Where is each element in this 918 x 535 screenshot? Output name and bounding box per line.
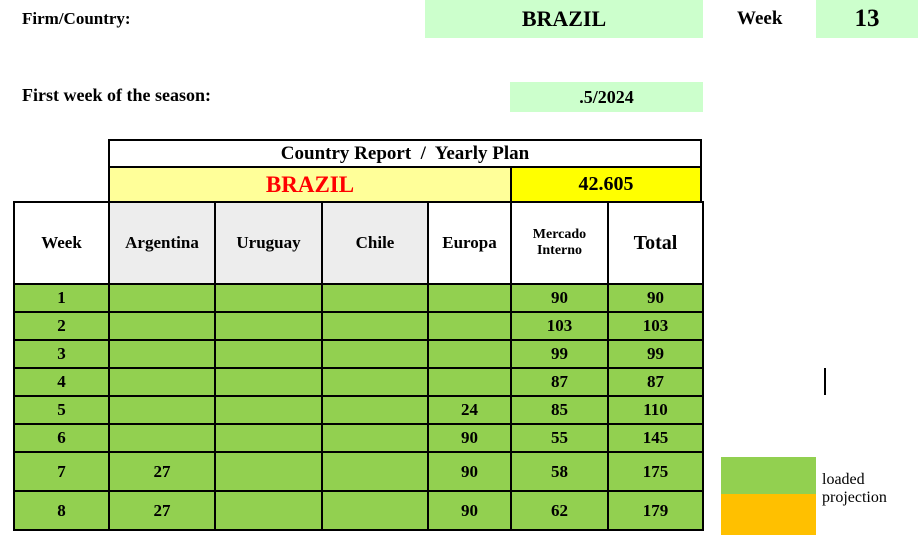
- cell-uruguay[interactable]: [215, 452, 322, 491]
- cell-argentina[interactable]: 27: [109, 491, 215, 530]
- cell-week[interactable]: 7: [14, 452, 109, 491]
- column-header-total[interactable]: Total: [608, 202, 703, 284]
- header-row: [14, 202, 703, 284]
- cell-chile[interactable]: [322, 452, 428, 491]
- cell-uruguay[interactable]: [215, 312, 322, 340]
- column-header-chile[interactable]: Chile: [322, 202, 428, 284]
- cell-week[interactable]: 5: [14, 396, 109, 424]
- column-header-mercado-interno[interactable]: Mercado Interno: [511, 202, 608, 284]
- cell-uruguay[interactable]: [215, 284, 322, 312]
- cell-total[interactable]: 179: [608, 491, 703, 530]
- legend-loaded-swatch: [721, 457, 816, 494]
- cell-argentina[interactable]: [109, 284, 215, 312]
- text-cursor: [824, 368, 826, 395]
- cell-mercado-interno[interactable]: 85: [511, 396, 608, 424]
- report-country-cell[interactable]: BRAZIL: [108, 166, 512, 203]
- cell-uruguay[interactable]: [215, 491, 322, 530]
- yearly-plan-table: [13, 201, 704, 531]
- cell-europa[interactable]: 90: [428, 452, 511, 491]
- table-row: [14, 491, 703, 530]
- table-row: [14, 368, 703, 396]
- cell-europa[interactable]: [428, 340, 511, 368]
- cell-mercado-interno[interactable]: 90: [511, 284, 608, 312]
- column-header-week[interactable]: Week: [14, 202, 109, 284]
- cell-uruguay[interactable]: [215, 368, 322, 396]
- firm-country-label: Firm/Country:: [22, 9, 131, 28]
- cell-europa[interactable]: [428, 312, 511, 340]
- legend-projection-swatch: [721, 494, 816, 535]
- table-row: [14, 284, 703, 312]
- table-row: [14, 312, 703, 340]
- cell-argentina[interactable]: [109, 340, 215, 368]
- cell-argentina[interactable]: [109, 396, 215, 424]
- cell-chile[interactable]: [322, 312, 428, 340]
- cell-chile[interactable]: [322, 396, 428, 424]
- cell-argentina[interactable]: [109, 424, 215, 452]
- column-header-europa[interactable]: Europa: [428, 202, 511, 284]
- legend-loaded-label: loaded: [822, 471, 865, 488]
- cell-chile[interactable]: [322, 424, 428, 452]
- cell-uruguay[interactable]: [215, 424, 322, 452]
- cell-chile[interactable]: [322, 284, 428, 312]
- week-label: Week: [737, 8, 783, 29]
- cell-chile[interactable]: [322, 368, 428, 396]
- cell-week[interactable]: 6: [14, 424, 109, 452]
- report-total-cell[interactable]: 42.605: [510, 166, 702, 203]
- cell-mercado-interno[interactable]: 99: [511, 340, 608, 368]
- cell-europa[interactable]: 24: [428, 396, 511, 424]
- cell-mercado-interno[interactable]: 87: [511, 368, 608, 396]
- table-row: [14, 340, 703, 368]
- cell-argentina[interactable]: [109, 312, 215, 340]
- firm-country-value-cell[interactable]: BRAZIL: [425, 0, 703, 38]
- legend-projection-label: projection: [822, 489, 887, 506]
- cell-argentina[interactable]: 27: [109, 452, 215, 491]
- table-row: [14, 452, 703, 491]
- table-row: [14, 396, 703, 424]
- cell-europa[interactable]: [428, 368, 511, 396]
- table-row: [14, 424, 703, 452]
- cell-mercado-interno[interactable]: 55: [511, 424, 608, 452]
- cell-total[interactable]: 103: [608, 312, 703, 340]
- cell-europa[interactable]: [428, 284, 511, 312]
- cell-week[interactable]: 1: [14, 284, 109, 312]
- first-week-of-season-value-cell[interactable]: .5/2024: [510, 82, 703, 112]
- cell-uruguay[interactable]: [215, 396, 322, 424]
- column-header-uruguay[interactable]: Uruguay: [215, 202, 322, 284]
- cell-chile[interactable]: [322, 491, 428, 530]
- cell-week[interactable]: 3: [14, 340, 109, 368]
- cell-europa[interactable]: 90: [428, 424, 511, 452]
- cell-chile[interactable]: [322, 340, 428, 368]
- cell-mercado-interno[interactable]: 58: [511, 452, 608, 491]
- cell-mercado-interno[interactable]: 103: [511, 312, 608, 340]
- legend-labels: [822, 471, 894, 507]
- cell-total[interactable]: 99: [608, 340, 703, 368]
- cell-total[interactable]: 90: [608, 284, 703, 312]
- column-header-argentina[interactable]: Argentina: [109, 202, 215, 284]
- cell-total[interactable]: 87: [608, 368, 703, 396]
- cell-uruguay[interactable]: [215, 340, 322, 368]
- cell-argentina[interactable]: [109, 368, 215, 396]
- cell-total[interactable]: 175: [608, 452, 703, 491]
- first-week-of-season-label: First week of the season:: [22, 85, 211, 105]
- cell-week[interactable]: 8: [14, 491, 109, 530]
- report-title: Country Report / Yearly Plan: [108, 139, 702, 168]
- cell-total[interactable]: 145: [608, 424, 703, 452]
- cell-week[interactable]: 4: [14, 368, 109, 396]
- week-value-cell[interactable]: 13: [816, 0, 918, 38]
- cell-week[interactable]: 2: [14, 312, 109, 340]
- cell-total[interactable]: 110: [608, 396, 703, 424]
- cell-europa[interactable]: 90: [428, 491, 511, 530]
- cell-mercado-interno[interactable]: 62: [511, 491, 608, 530]
